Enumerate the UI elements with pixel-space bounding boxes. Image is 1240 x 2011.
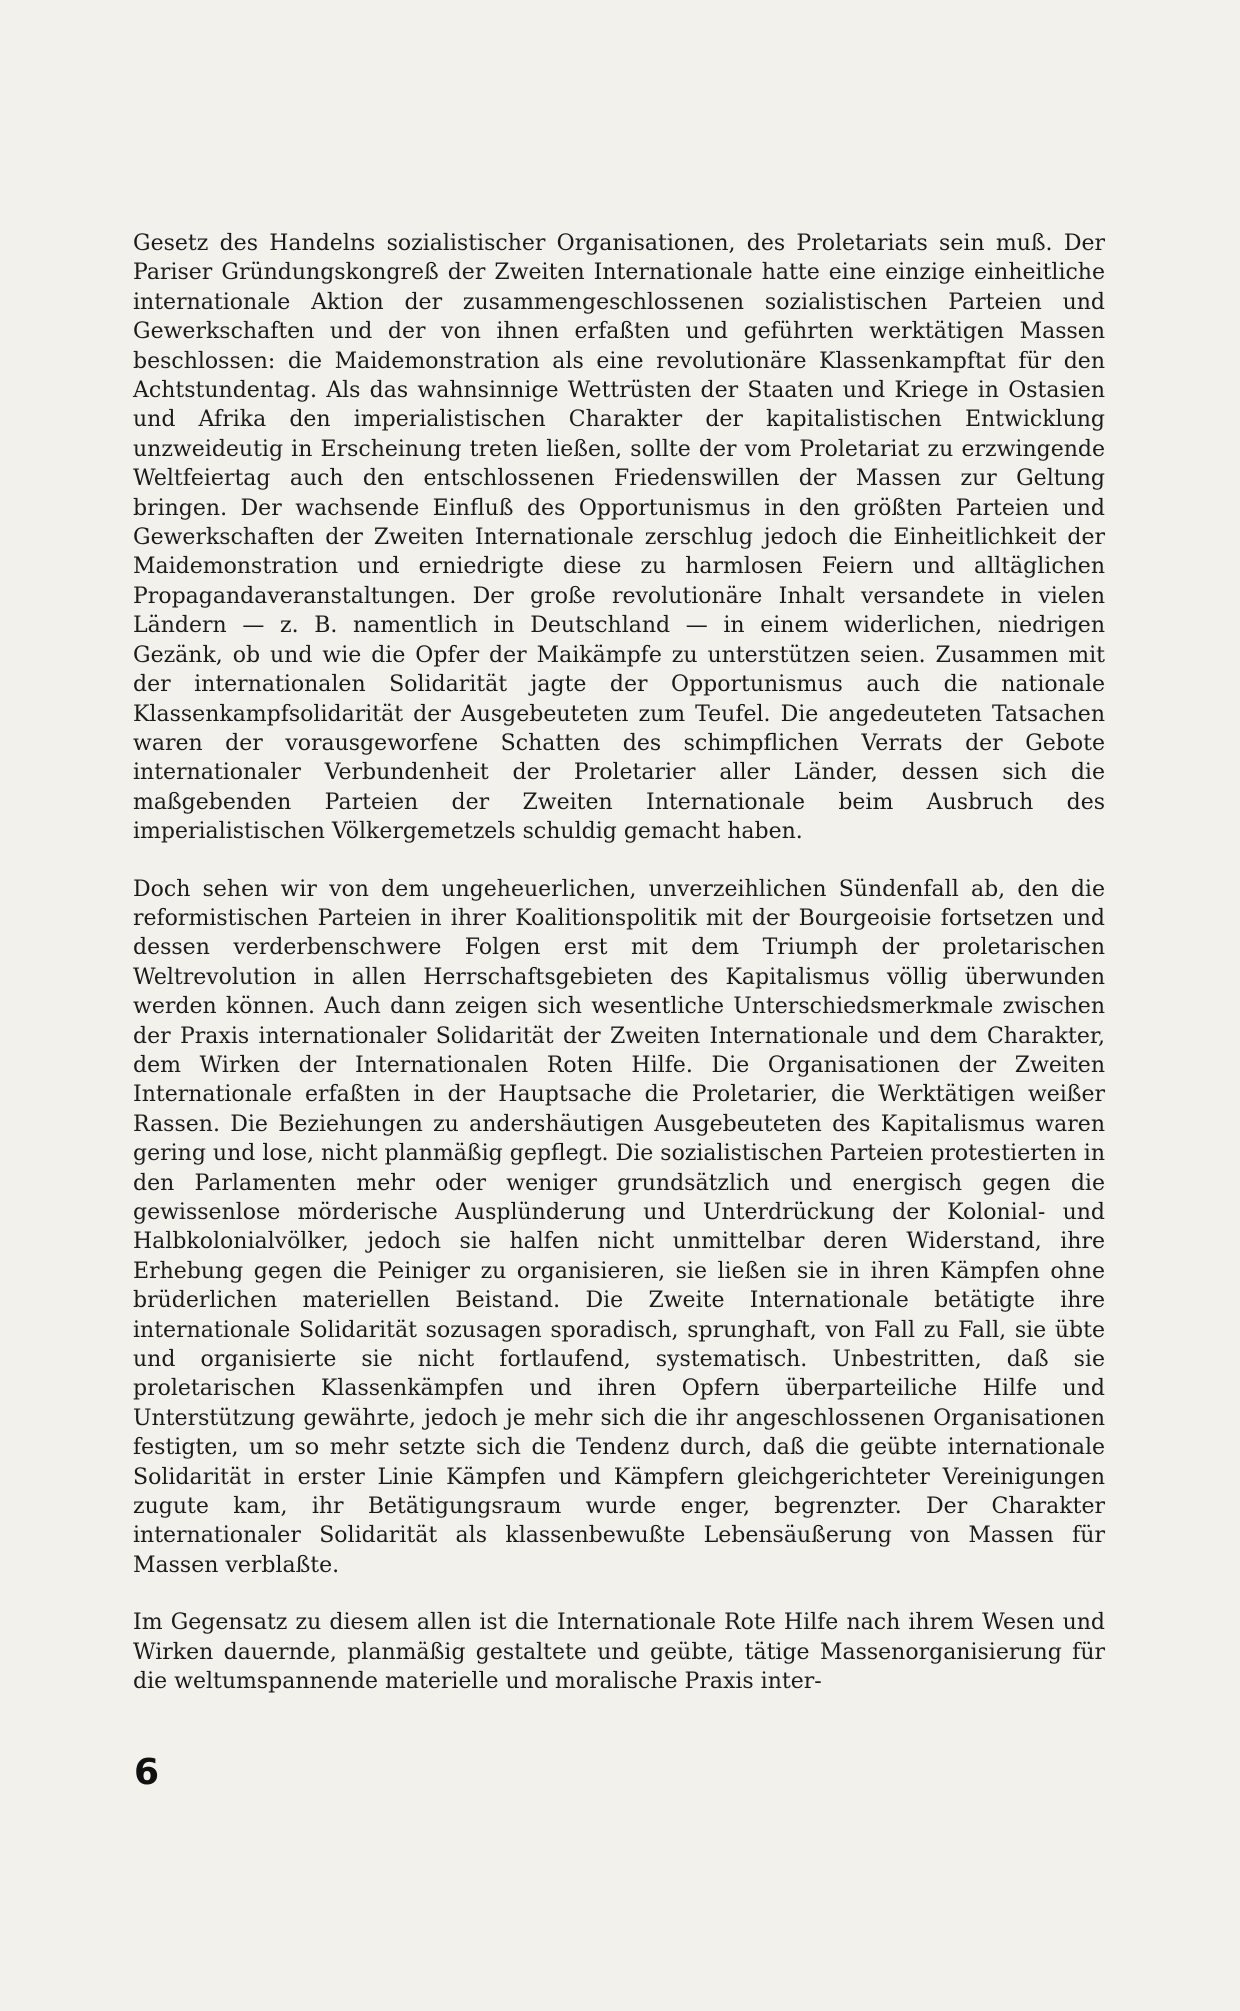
page-number: 6	[134, 1752, 160, 1793]
paragraph-3: Im Gegensatz zu diesem allen ist die Internationale Rote Hilfe nach ihrem Wesen und Wirken dauernde, planmäßig gestaltete und geübte, tätige Massenorganisierung für die weltumspannende materielle und moralische Praxis inter-	[133, 1610, 1105, 1695]
paragraph-1: Gesetz des Handelns sozialistischer Organisationen, des Proletariats sein muß. Der Pariser Gründungskongreß der Zweiten Internationale hatte eine einzige einheitliche internationale Aktion der zusammengeschlossenen sozialistischen Parteien und Gewerkschaften und der von ihnen erfaßten und geführten werktätigen Massen beschlossen: die Maidemonstration als eine revolutionäre Klassenkampftat für den Achtstundentag. Als das wahnsinnige Wettrüsten der Staaten und Kriege in Ostasien und Afrika den imperialistischen Charakter der kapitalistischen Entwicklung unzweideutig in Erscheinung treten ließen, sollte der vom Proletariat zu erzwingende Weltfeiertag auch den entschlossenen Friedenswillen der Massen zur Geltung bringen. Der wachsende Einfluß des Opportunismus in den größten Parteien und Gewerkschaften der Zweiten Internationale zerschlug jedoch die Einheitlichkeit der Maidemonstration und erniedrigte diese zu harmlosen Feiern und alltäglichen Propagandaveranstaltungen. Der große revolutionäre Inhalt versandete in vielen Ländern — z. B. namentlich in Deutschland — in einem widerlichen, niedrigen Gezänk, ob und wie die Opfer der Maikämpfe zu unterstützen seien. Zusammen mit der internationalen Solidarität jagte der Opportunismus auch die nationale Klassenkampfsolidarität der Ausgebeuteten zum Teufel. Die angedeuteten Tatsachen waren der vorausgeworfene Schatten des schimpflichen Verrats der Gebote internationaler Verbundenheit der Proletarier aller Länder, dessen sich die maßgebenden Parteien der Zweiten Internationale beim Ausbruch des imperialistischen Völkergemetzels schuldig gemacht haben.	[133, 231, 1105, 845]
body-text	[133, 229, 1105, 1697]
paragraph-2: Doch sehen wir von dem ungeheuerlichen, unverzeihlichen Sündenfall ab, den die reformistischen Parteien in ihrer Koalitionspolitik mit der Bourgeoisie fortsetzen und dessen verderbenschwere Folgen erst mit dem Triumph der proletarischen Weltrevolution in allen Herrschaftsgebieten des Kapitalismus völlig überwunden werden können. Auch dann zeigen sich wesentliche Unterschiedsmerkmale zwischen der Praxis internationaler Solidarität der Zweiten Internationale und dem Charakter, dem Wirken der Internationalen Roten Hilfe. Die Organisationen der Zweiten Internationale erfaßten in der Hauptsache die Proletarier, die Werktätigen weißer Rassen. Die Beziehungen zu andershäutigen Ausgebeuteten des Kapitalismus waren gering und lose, nicht planmäßig gepflegt. Die sozialistischen Parteien protestierten in den Parlamenten mehr oder weniger grundsätzlich und energisch gegen die gewissenlose mörderische Ausplünderung und Unterdrückung der Kolonial- und Halbkolonialvölker, jedoch sie halfen nicht unmittelbar deren Widerstand, ihre Erhebung gegen die Peiniger zu organisieren, sie ließen sie in ihren Kämpfen ohne brüderlichen materiellen Beistand. Die Zweite Internationale betätigte ihre internationale Solidarität sozusagen sporadisch, sprunghaft, von Fall zu Fall, sie übte und organisierte sie nicht fortlaufend, systematisch. Unbestritten, daß sie proletarischen Klassenkämpfen und ihren Opfern überparteiliche Hilfe und Unterstützung gewährte, jedoch je mehr sich die ihr angeschlossenen Organisationen festigten, um so mehr setzte sich die Tendenz durch, daß die geübte internationale Solidarität in erster Linie Kämpfen und Kämpfern gleichgerichteter Vereinigungen zugute kam, ihr Betätigungsraum wurde enger, begrenzter. Der Charakter internationaler Solidarität als klassenbewußte Lebensäußerung von Massen für Massen verblaßte.	[133, 876, 1105, 1578]
